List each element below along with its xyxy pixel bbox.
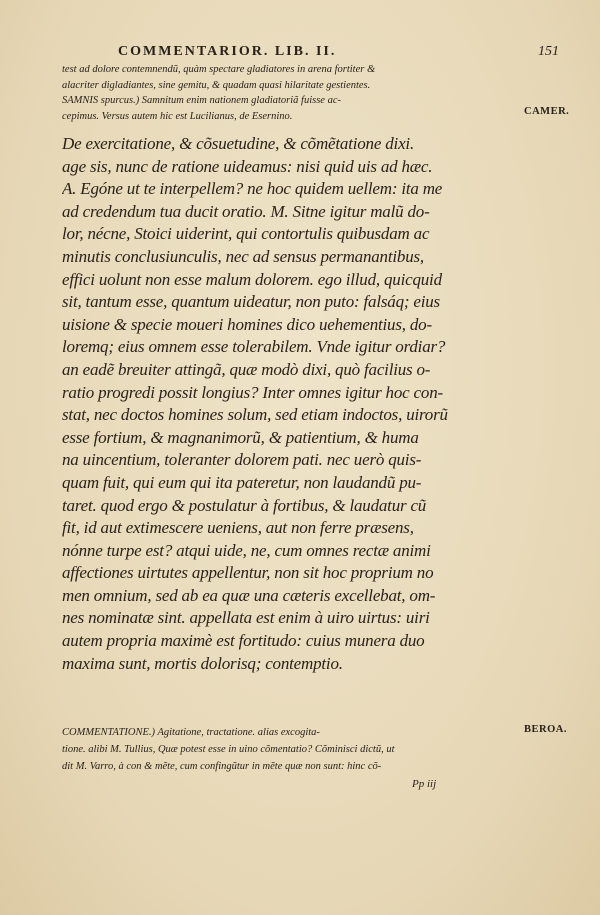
commentary-line: tione. alibi M. Tullius, Quæ potest esse in uino cõmentatio? Cõminisci dictũ, ut	[62, 744, 395, 755]
text-line: ratio progredi possit longius? Inter omnes igitur hoc con-	[62, 382, 443, 402]
text-line: stat, nec doctos homines solum, sed etiam indoctos, uirorũ	[62, 405, 448, 425]
text-line: lor, nécne, Stoici uiderint, qui contortulis quibusdam ac	[62, 224, 430, 244]
text-line: nónne turpe est? atqui uide, ne, cum omnes rectæ animi	[62, 540, 431, 560]
text-line: A. Egóne ut te interpellem? ne hoc quidem uellem: ita me	[62, 179, 443, 199]
text-line: na uincentium, toleranter dolorem pati. nec uerò quis-	[62, 450, 422, 470]
text-line: quam fuit, qui eum qui ita pateretur, non laudandũ pu-	[62, 472, 422, 492]
text-line: minutis conclusiunculis, nec ad sensus permanantibus,	[62, 246, 424, 266]
text-line: De exercitatione, & cõsuetudine, & cõmẽtatione dixi.	[62, 134, 414, 153]
commentary-line: alacriter digladiantes, sine gemitu, & quadam quasi hilaritate gestientes.	[62, 79, 371, 91]
main-text	[62, 133, 512, 675]
margin-note-beroa: BEROA.	[524, 724, 567, 735]
text-line: men omnium, sed ab ea quæ una cæteris excellebat, om-	[62, 585, 436, 605]
text-line: affectiones uirtutes appellentur, non sit hoc proprium no	[62, 563, 434, 583]
text-line: ad credendum tua ducit oratio. M. Sitne igitur malũ do-	[62, 201, 430, 221]
text-line: taret. quod ergo & postulatur à fortibus, & laudatur cũ	[62, 495, 427, 515]
commentary-line: COMMENTATIONE.) Agitatione, tractatione. alias excogita-	[62, 727, 320, 738]
text-line: maxima sunt, mortis dolorisq; contemptio.	[62, 653, 343, 673]
commentary-line: cepimus. Versus autem hic est Lucilianus, de Esernino.	[62, 110, 293, 122]
commentary-line: dit M. Varro, à con & mẽte, cum confingũtur in mẽte quæ non sunt: hinc cõ-	[62, 761, 382, 772]
text-line: esse fortium, & magnanimorũ, & patientium, & huma	[62, 427, 419, 447]
text-line: an eadẽ breuiter attingã, quæ modò dixi, quò facilius o-	[62, 359, 431, 379]
text-line: nes nominatæ sint. appellata est enim à uiro uirtus: uiri	[62, 608, 430, 628]
folio-number: 151	[538, 44, 559, 59]
text-line: fit, id aut extimescere ueniens, aut non ferre præsens,	[62, 518, 414, 538]
text-line: uisione & specie moueri homines dico uehementius, do-	[62, 314, 432, 334]
bottom-commentary	[62, 724, 512, 775]
page-header	[0, 44, 600, 64]
margin-note-camer: CAMER.	[524, 106, 570, 117]
commentary-line: SAMNIS spurcus.) Samnitum enim nationem gladiatoriã fuisse ac-	[62, 95, 342, 106]
signature-mark: Pp iij	[412, 778, 437, 790]
text-line: autem propria maximè est fortitudo: cuius munera duo	[62, 631, 425, 651]
text-line: loremq; eius omnem esse tolerabilem. Vnde igitur ordiar?	[62, 337, 446, 357]
commentary-line: test ad dolore contemnendũ, quàm spectare gladiatores in arena fortiter &	[62, 64, 376, 75]
text-line: effici uolunt non esse malum dolorem. ego illud, quicquid	[62, 269, 442, 289]
top-commentary	[62, 62, 512, 124]
text-line: age sis, nunc de ratione uideamus: nisi quid uis ad hæc.	[62, 156, 433, 176]
text-line: sit, tantum esse, quantum uideatur, non puto: falsáq; eius	[62, 292, 440, 312]
running-title: COMMENTARIOR. LIB. II.	[118, 44, 337, 59]
